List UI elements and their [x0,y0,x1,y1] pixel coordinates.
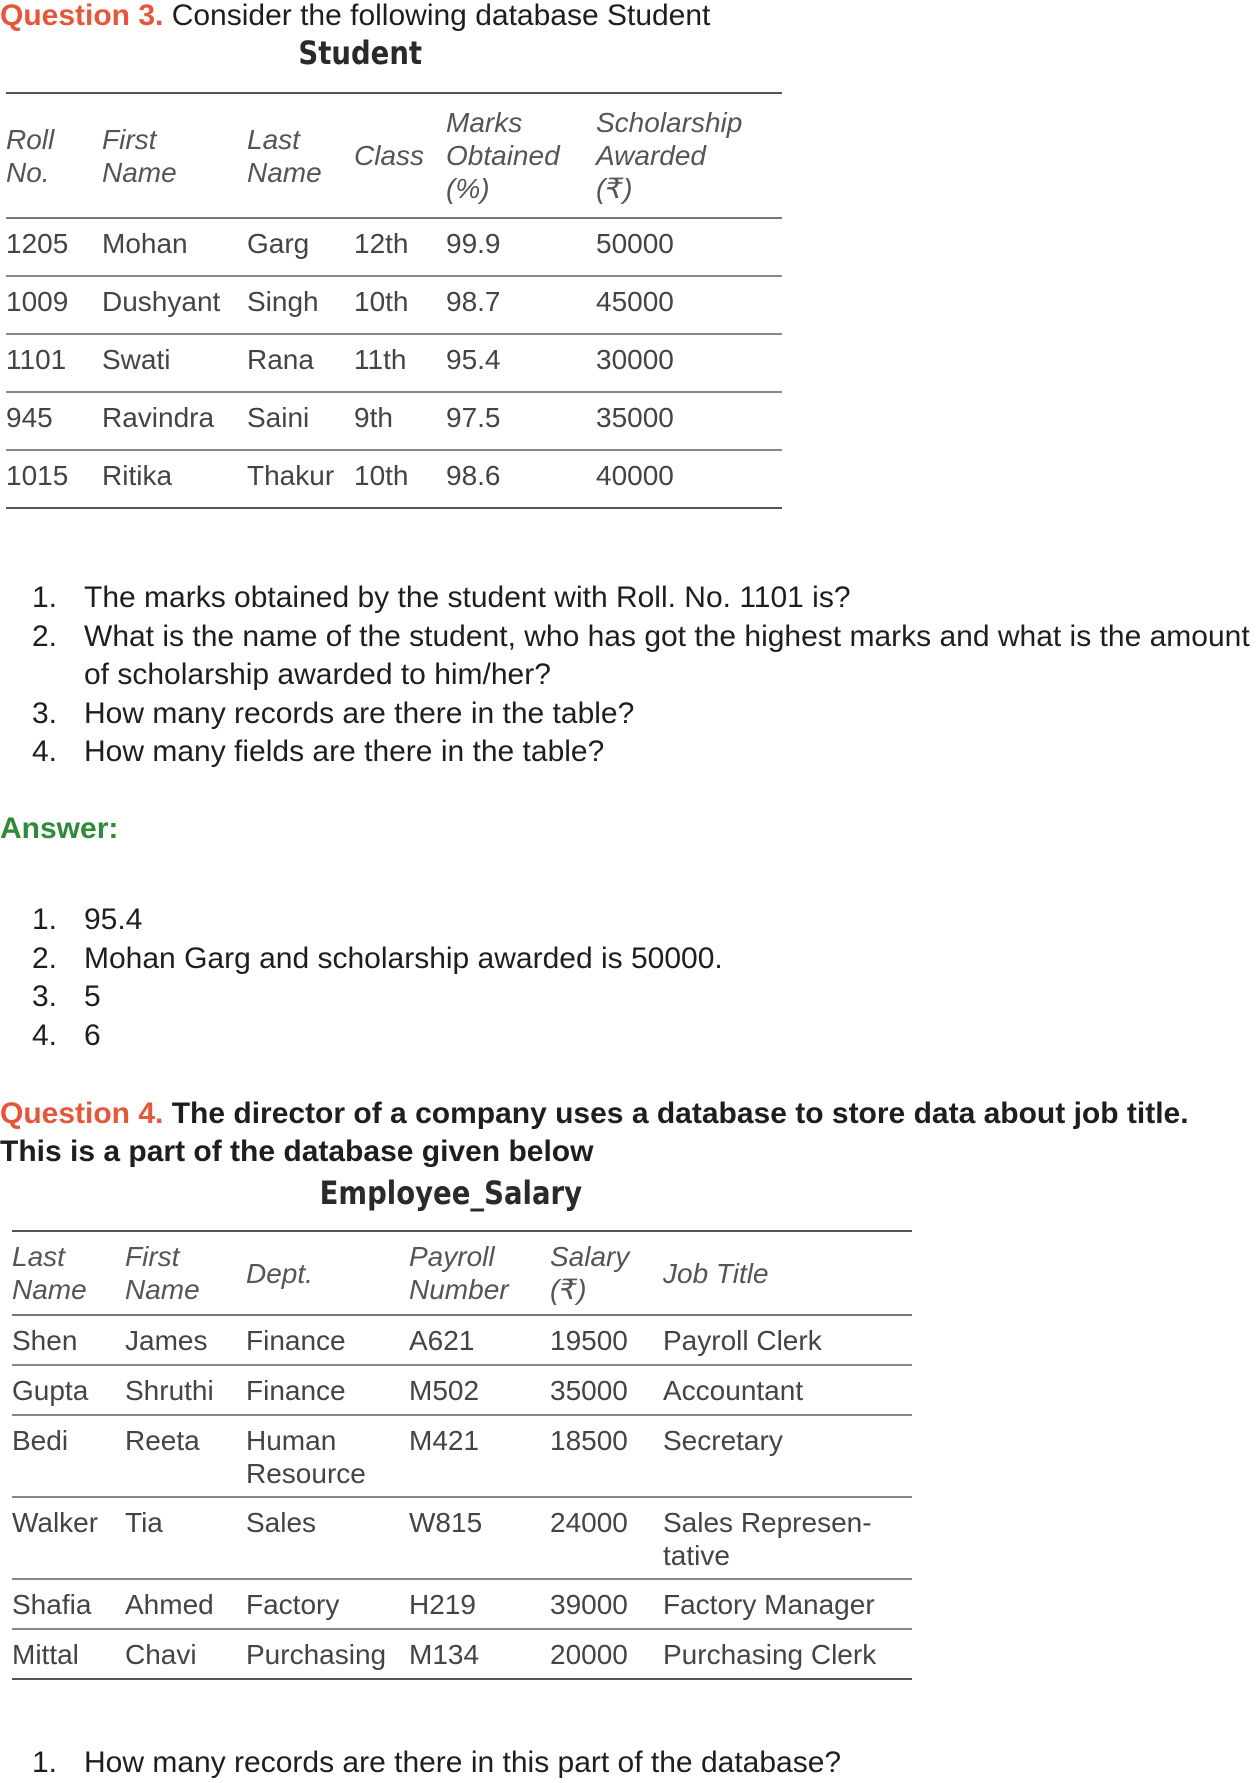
answer-list [0,901,1256,1055]
table-cell-text: Rana [247,344,314,375]
list-item-text: How many records are there in this part of the database? [84,1746,842,1779]
table-cell [663,1415,912,1497]
list-item-number: 4. [32,735,58,768]
employee-salary-table [12,1230,912,1680]
table-cell-text: 945 [6,402,53,433]
table-cell [246,1365,409,1415]
table-cell [550,1415,663,1497]
table-row [6,218,782,276]
column-header-line: Awarded [596,140,707,171]
list-item-text: How many fields are there in the table? [84,735,605,768]
list-item-text: The marks obtained by the student with Roll. No. 1101 is? [84,581,851,614]
table-cell [125,1629,246,1679]
column-header-line: Class [354,140,425,171]
table-cell [596,334,782,392]
column-header-line: Job Title [663,1257,769,1289]
question-4-heading [0,1095,1250,1171]
column-header-line: (₹) [550,1274,587,1305]
table-cell [246,1315,409,1365]
table-cell [247,450,354,508]
list-item [0,579,1256,618]
column-header-line: Name [102,156,177,188]
column-header-line: Scholarship [596,107,743,138]
table-cell-text: A621 [409,1325,475,1356]
table-cell [596,218,782,276]
column-header-line: Dept. [246,1257,313,1289]
table-cell-text: Tia [125,1507,163,1538]
column-header-line: Last [12,1241,65,1272]
table-cell [596,450,782,508]
table-cell [6,276,102,334]
list-item [0,695,1256,734]
column-header-line: Number [409,1274,509,1305]
list-item-text: What is the name of the student, who has got the highest marks and what is the amount of scholarship awarded to him/her? [84,619,1250,691]
table-cell [247,218,354,276]
list-item [0,1744,1256,1783]
table-cell-text: 18500 [550,1425,628,1456]
question-3-heading [0,0,710,34]
table-row [12,1497,912,1579]
column-header-line: Name [125,1274,200,1305]
table-cell-text: 1009 [6,286,69,317]
table-cell [125,1365,246,1415]
table-cell-text: Shruthi [125,1375,214,1406]
table-cell-text: 10th [354,286,409,317]
table-cell [246,1579,409,1629]
column-header [125,1231,246,1315]
table-cell [409,1579,550,1629]
table-cell [102,334,247,392]
table-cell-text: 97.5 [446,402,501,433]
student-table-title: Student [298,34,423,72]
table-cell [409,1497,550,1579]
table-cell-text: Human [246,1425,337,1456]
student-table [6,92,782,509]
list-item-text: 5 [84,980,101,1013]
table-cell [663,1365,912,1415]
table-row [6,450,782,508]
list-item-text: Mohan Garg and scholarship awarded is 50000. [84,941,723,975]
table-cell-text: 10th [354,460,409,491]
table-cell [550,1579,663,1629]
table-cell-text: 9th [354,402,393,433]
column-header [596,93,782,218]
column-header-line: (%) [446,173,490,204]
list-item [0,1017,1256,1056]
question-4-label: Question 4. [0,1097,164,1130]
table-cell [446,218,596,276]
table-cell-text: 11th [354,344,407,375]
table-cell [125,1579,246,1629]
table-cell [102,392,247,450]
column-header [550,1231,663,1315]
column-header-line: Roll [6,123,55,155]
table-cell-text: 1015 [6,460,69,491]
table-cell [6,450,102,508]
column-header-line: No. [6,156,50,188]
table-cell [12,1629,125,1679]
column-header [247,93,354,218]
list-item-number: 2. [32,941,58,975]
column-header [354,93,446,218]
table-cell-text: Reeta [125,1425,200,1456]
list-item-text: How many records are there in the table? [84,696,635,730]
table-cell-text: 1205 [6,228,69,259]
table-cell [247,392,354,450]
table-cell-text: M421 [409,1425,480,1456]
table-cell [550,1497,663,1579]
table-cell [12,1579,125,1629]
table-cell [409,1315,550,1365]
table-cell-text: Finance [246,1325,346,1356]
column-header [663,1231,912,1315]
list-item-number: 4. [32,1018,58,1052]
table-cell-text: Ahmed [125,1589,214,1620]
table-cell-text: W815 [409,1507,483,1538]
list-item-text: 95.4 [84,903,143,936]
column-header-line: Salary [550,1241,630,1272]
table-cell-text: Chavi [125,1639,197,1670]
table-cell-text: Sales [246,1507,317,1538]
table-cell [12,1365,125,1415]
employee-salary-table-title: Employee_Salary [319,1174,583,1212]
table-cell [354,218,446,276]
table-cell [6,218,102,276]
table-cell [354,276,446,334]
table-cell-text: tative [663,1540,730,1571]
table-cell [12,1315,125,1365]
table-cell [596,392,782,450]
table-cell-text: Saini [247,402,310,433]
column-header [446,93,596,218]
table-cell-text: 20000 [550,1639,628,1670]
table-cell-text: 1101 [6,344,67,375]
table-cell-text: Purchasing [246,1639,387,1670]
table-cell-text: 50000 [596,228,674,259]
table-cell [246,1497,409,1579]
table-cell [6,334,102,392]
column-header-line: Obtained [446,140,560,171]
table-cell-text: Finance [246,1375,346,1406]
table-cell [125,1497,246,1579]
table-row [6,276,782,334]
list-item-number: 2. [32,619,58,653]
list-item [0,901,1256,940]
table-cell-text: 98.6 [446,460,501,491]
table-cell [550,1365,663,1415]
table-cell-text: M502 [409,1375,480,1406]
table-row [12,1365,912,1415]
table-cell-text: 35000 [596,402,674,433]
list-item-number: 1. [32,581,58,614]
column-header-line: First [102,123,157,155]
table-cell [125,1415,246,1497]
table-cell-text: 45000 [596,286,674,317]
table-cell [102,276,247,334]
table-cell [354,334,446,392]
question-3-label: Question 3. [0,0,164,32]
list-item [0,978,1256,1017]
table-cell [550,1315,663,1365]
table-cell-text: Shen [12,1325,78,1356]
table-cell-text: 99.9 [446,228,501,259]
table-cell-text: Accountant [663,1375,804,1406]
list-item-number: 3. [32,980,58,1013]
column-header-line: Marks [446,107,523,138]
column-header-line: First [125,1241,180,1272]
table-cell-text: Factory [246,1589,340,1620]
table-cell-text: Mittal [12,1639,79,1670]
list-item-number: 3. [32,696,58,730]
table-cell [446,334,596,392]
table-row [6,392,782,450]
table-row [6,334,782,392]
table-cell-text: 40000 [596,460,674,491]
table-cell [550,1629,663,1679]
answer-label: Answer: [0,812,119,845]
table-cell [409,1629,550,1679]
question-4-list [0,1744,1256,1783]
table-cell-text: 95.4 [446,344,501,375]
question-4-text: The director of a company uses a database to store data about job title. This is a part of the database given below [0,1097,1189,1168]
column-header-line: Last [247,123,300,155]
table-row [12,1415,912,1497]
answer-heading [0,810,118,847]
table-cell [409,1365,550,1415]
column-header [409,1231,550,1315]
list-item-number: 1. [32,903,58,936]
table-cell-text: Dushyant [102,286,221,317]
table-cell-text: Walker [12,1507,99,1538]
table-cell-text: Ritika [102,460,173,491]
table-header-row [6,93,782,218]
column-header-line: Name [12,1274,87,1305]
table-cell [125,1315,246,1365]
table-cell [663,1629,912,1679]
column-header-line: (₹) [596,173,633,204]
table-cell-text: Purchasing Clerk [663,1639,877,1670]
column-header [6,93,102,218]
table-cell [247,334,354,392]
table-cell [247,276,354,334]
table-cell-text: 39000 [550,1589,628,1620]
list-item [0,940,1256,979]
table-cell [446,276,596,334]
table-cell-text: Gupta [12,1375,89,1406]
list-item [0,733,1256,772]
table-cell [663,1579,912,1629]
table-cell-text: Bedi [12,1425,69,1456]
table-cell [596,276,782,334]
column-header [246,1231,409,1315]
table-cell-text: Thakur [247,460,335,491]
table-cell-text: 19500 [550,1325,628,1356]
table-cell-text: Factory Manager [663,1589,875,1620]
column-header-line: Name [247,156,322,188]
table-cell-text: Shafia [12,1589,92,1620]
table-header-row [12,1231,912,1315]
table-cell-text: Resource [246,1458,366,1489]
table-cell-text: Singh [247,286,319,317]
table-cell [12,1415,125,1497]
table-cell-text: M134 [409,1639,480,1670]
list-item [0,618,1256,695]
table-cell [446,392,596,450]
table-cell-text: H219 [409,1589,476,1620]
table-cell [663,1497,912,1579]
table-cell [246,1629,409,1679]
table-cell-text: Garg [247,228,310,259]
table-cell-text: 24000 [550,1507,628,1538]
table-row [12,1315,912,1365]
table-cell [12,1497,125,1579]
table-row [12,1579,912,1629]
column-header [12,1231,125,1315]
list-item-text: 6 [84,1018,101,1052]
table-cell-text: 30000 [596,344,674,375]
table-cell [102,218,247,276]
table-cell-text: James [125,1325,208,1356]
table-cell [102,450,247,508]
table-cell-text: 35000 [550,1375,628,1406]
table-cell [6,392,102,450]
table-cell-text: Swati [102,344,171,375]
table-cell-text: 12th [354,228,409,259]
table-cell-text: Sales Represen- [663,1507,872,1538]
table-row [12,1629,912,1679]
question-3-text: Consider the following database Student [163,0,711,32]
table-cell-text: 98.7 [446,286,501,317]
table-cell-text: Payroll Clerk [663,1325,822,1356]
table-cell [354,392,446,450]
column-header [102,93,247,218]
table-cell [663,1315,912,1365]
table-cell-text: Secretary [663,1425,783,1456]
table-cell-text: Ravindra [102,402,215,433]
question-3-list [0,579,1256,772]
list-item-number: 1. [32,1746,58,1779]
table-cell [446,450,596,508]
table-cell [246,1415,409,1497]
table-cell-text: Mohan [102,228,188,259]
table-cell [409,1415,550,1497]
column-header-line: Payroll [409,1241,495,1272]
table-cell [354,450,446,508]
